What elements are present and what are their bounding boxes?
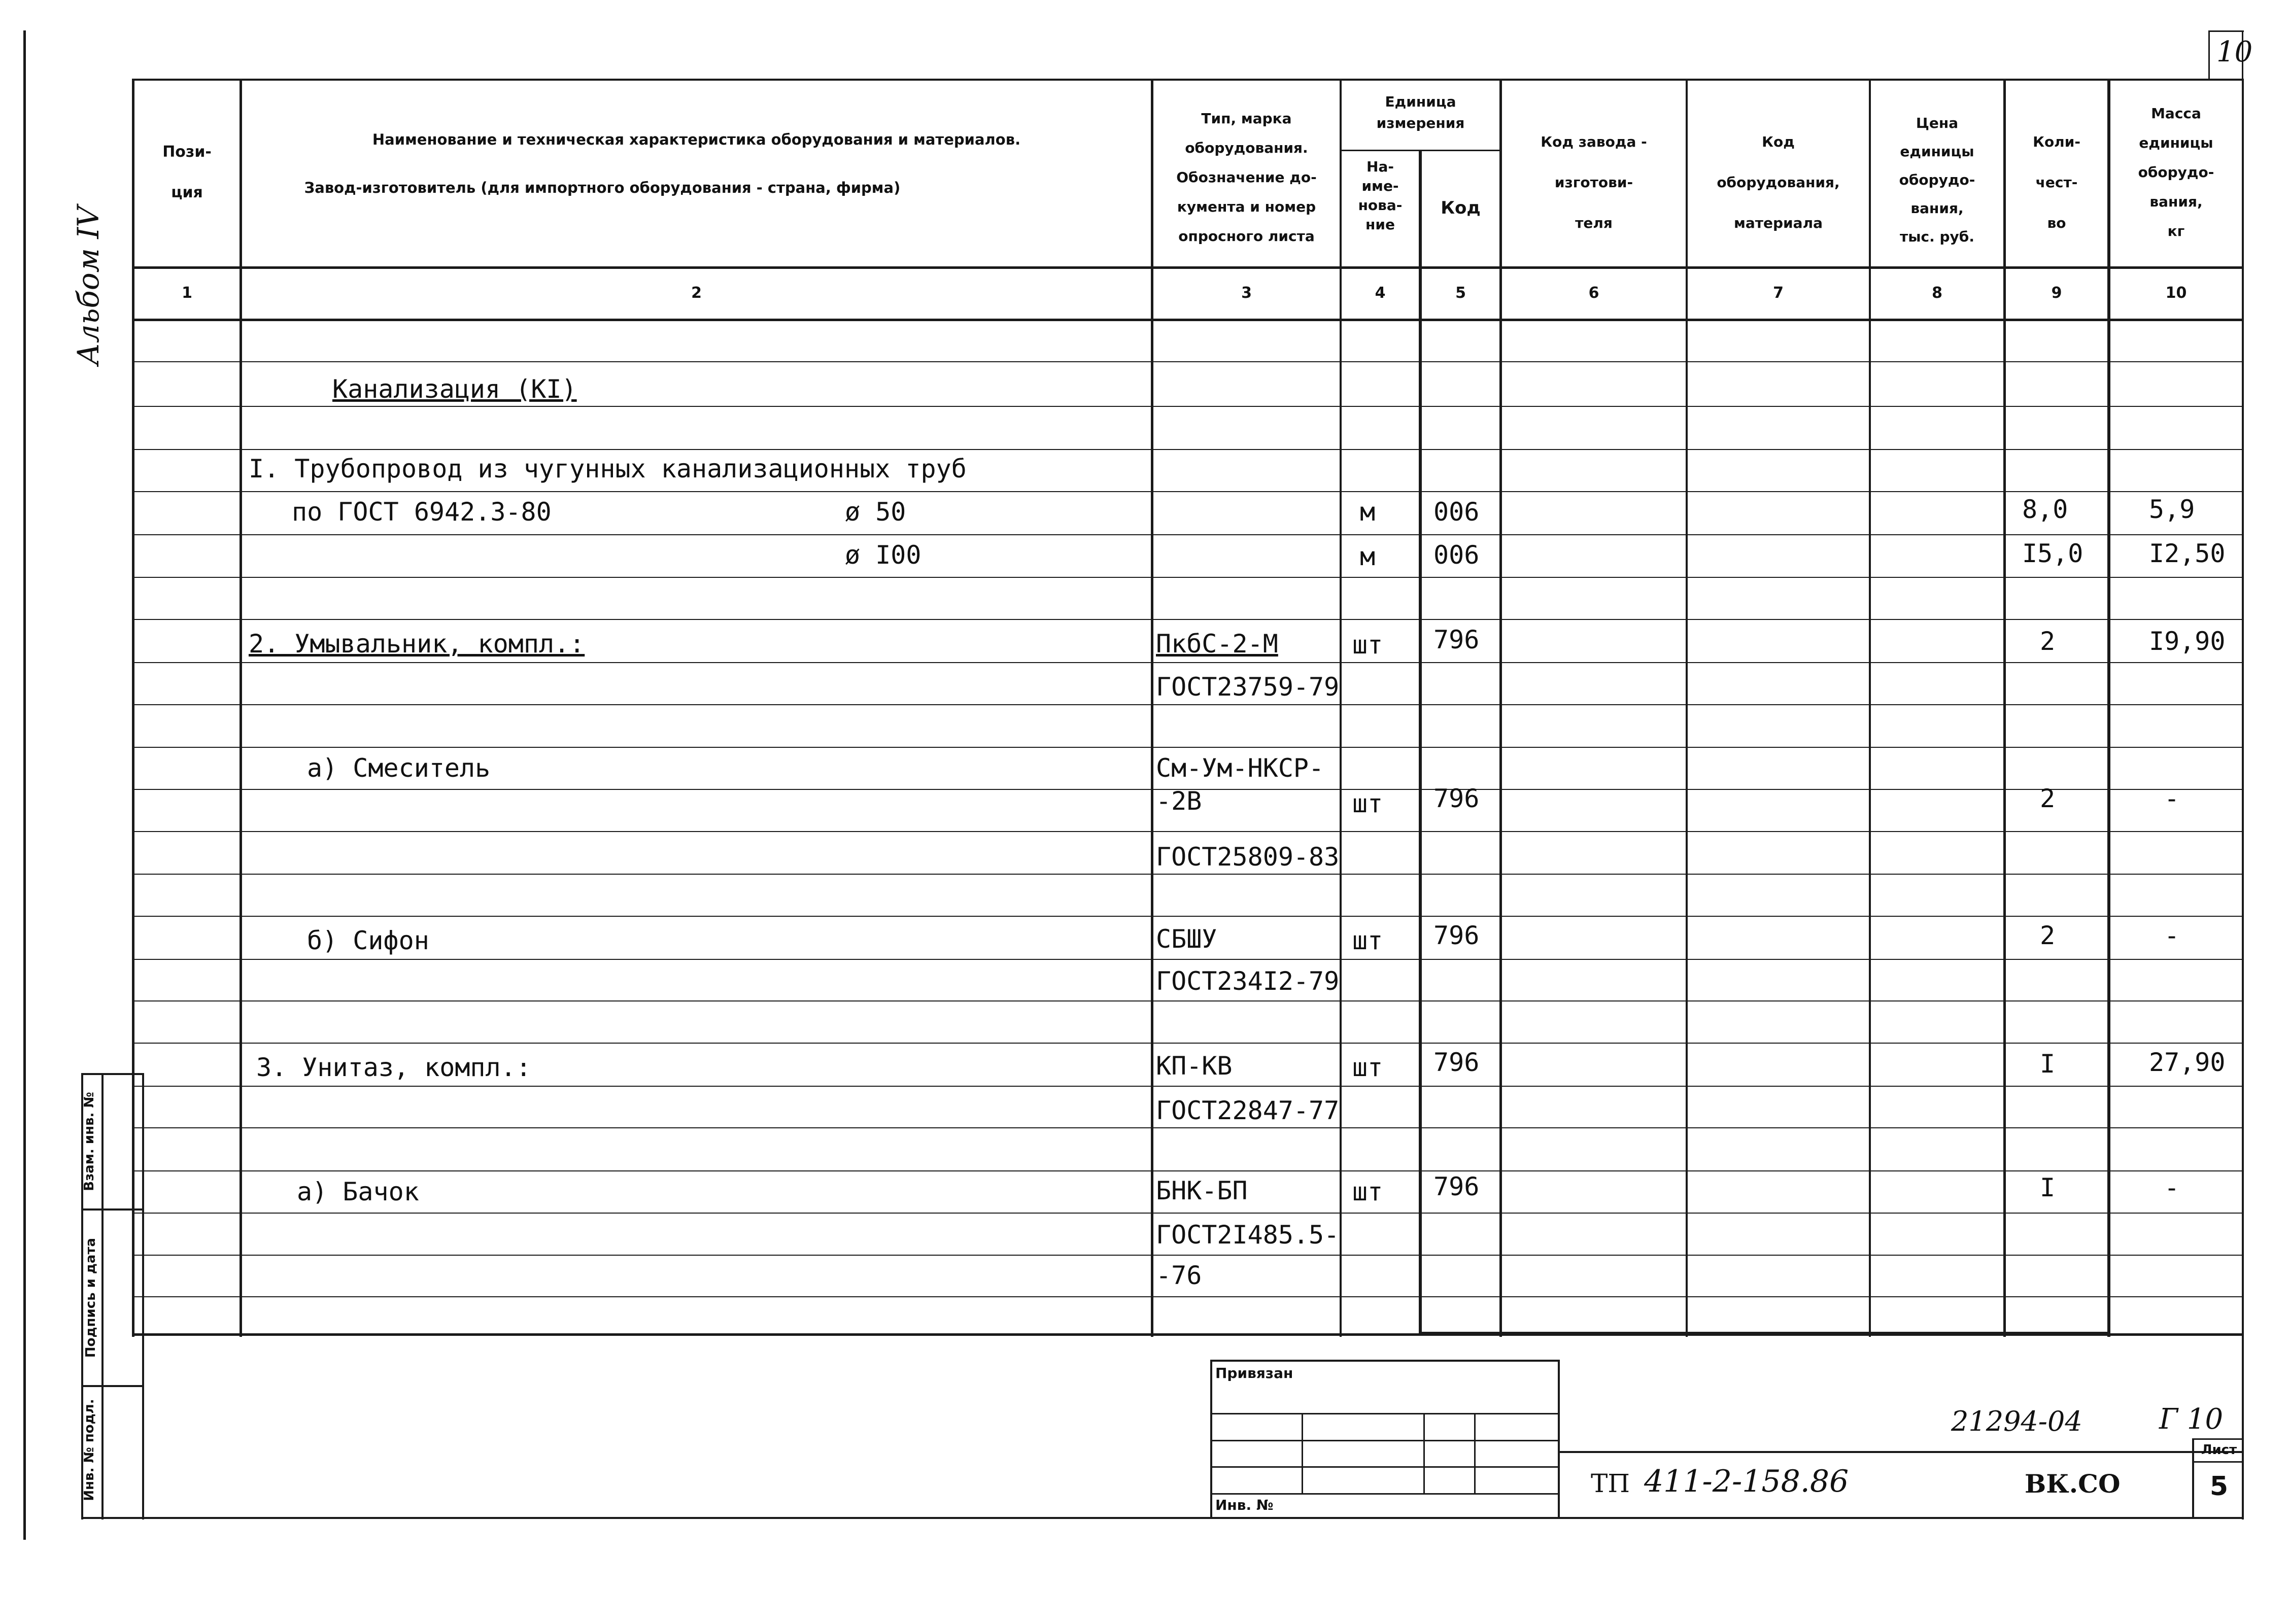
- priv-box-h3: [1210, 1466, 1560, 1468]
- row-line: [132, 704, 2243, 705]
- header-bottom-line: [132, 266, 2243, 269]
- row-line: [132, 449, 2243, 450]
- item-unit: шт: [1352, 1177, 1383, 1206]
- row-line: [132, 1170, 2243, 1171]
- sheet-cell-top: [2192, 1438, 2243, 1440]
- corner-page-number: 10: [2216, 36, 2253, 68]
- item-name: 2. Умывальник, компл.:: [249, 629, 585, 659]
- priv-box-h2: [1210, 1440, 1560, 1441]
- item-unit: м: [1360, 542, 1376, 571]
- header-unit-name: На- име- нова- ние: [1358, 158, 1403, 233]
- header-mass: Масса единицы оборудо- вания, кг: [2138, 105, 2214, 239]
- item-mass: -: [2164, 921, 2180, 950]
- item-type: КП-КВ: [1156, 1051, 1233, 1081]
- row-line: [132, 577, 2243, 578]
- item-mass: -: [2164, 1173, 2180, 1202]
- corner-box-top: [2208, 30, 2244, 32]
- item-unit: м: [1360, 497, 1376, 527]
- stamp-top: [81, 1073, 142, 1075]
- stamp-div-1: [81, 1208, 142, 1211]
- item-quantity: 2: [2040, 784, 2056, 813]
- row-line: [132, 1043, 2243, 1044]
- header-plant-code: Код завода - изготови- теля: [1541, 133, 1647, 231]
- item-unit: шт: [1352, 1053, 1383, 1082]
- item-name: б) Сифон: [307, 926, 429, 955]
- stamp-mid: [101, 1073, 104, 1519]
- item-diameter: ø 50: [845, 497, 906, 527]
- frame-bottom: [81, 1517, 2243, 1519]
- item-type: -2В: [1156, 786, 1202, 816]
- handwritten-code: 21294-04: [1951, 1405, 2082, 1437]
- frame-top: [132, 79, 2243, 81]
- header-unit-code: Код: [1441, 198, 1481, 218]
- frame-left: [23, 30, 26, 1540]
- item-quantity: 2: [2040, 921, 2056, 950]
- row-line: [132, 1127, 2243, 1128]
- column-number: 10: [2165, 284, 2187, 302]
- item-type: ГОСТ2I485.5-: [1156, 1220, 1340, 1250]
- item-type: ГОСТ22847-77: [1156, 1096, 1340, 1125]
- item-unit-code: 796: [1433, 1172, 1480, 1201]
- item-type: -76: [1156, 1261, 1202, 1290]
- header-name-line1: Наименование и техническая характеристика оборудования и материалов.: [372, 131, 1021, 148]
- priv-box-title: Привязан: [1215, 1365, 1293, 1381]
- vline-4: [1419, 150, 1422, 1334]
- doc-code: ВК.СО: [2025, 1469, 2121, 1499]
- sheet-label: Лист: [2201, 1442, 2237, 1458]
- row-line: [132, 361, 2243, 362]
- item-name: а) Бачок: [297, 1177, 419, 1206]
- column-number: 8: [1932, 284, 1942, 302]
- header-unit-group: Единица измерения: [1376, 93, 1465, 131]
- row-line: [132, 1296, 2243, 1297]
- item-type: ГОСТ23759-79: [1156, 672, 1340, 702]
- row-line: [132, 1255, 2243, 1256]
- row-line: [132, 406, 2243, 407]
- column-number: 2: [691, 284, 702, 302]
- item-mass: 27,90: [2149, 1048, 2226, 1077]
- handwritten-sheet-ref: Г 10: [2159, 1403, 2224, 1436]
- column-number: 4: [1375, 284, 1386, 302]
- item-unit-code: 006: [1433, 540, 1480, 570]
- column-number: 5: [1455, 284, 1466, 302]
- priv-box-v3: [1474, 1413, 1476, 1493]
- item-quantity: I: [2040, 1049, 2056, 1079]
- stamp-replacement-inv: Взам. инв. №: [82, 1092, 97, 1191]
- stamp-signature-date: Подпись и дата: [83, 1237, 98, 1358]
- item-type: ГОСТ234I2-79: [1156, 966, 1340, 996]
- item-name: 3. Унитаз, компл.:: [256, 1053, 531, 1082]
- row-line: [132, 534, 2243, 535]
- row-line: [132, 1213, 2243, 1214]
- row-line: [132, 662, 2243, 663]
- item-quantity: 2: [2040, 627, 2056, 656]
- section-title: Канализация (КI): [332, 374, 577, 404]
- item-unit-code: 796: [1433, 784, 1480, 813]
- stamp-div-2: [81, 1385, 142, 1387]
- unit-group-divider: [1340, 150, 1502, 151]
- priv-box-top: [1210, 1360, 1560, 1362]
- frame-right: [2242, 79, 2244, 1519]
- row-line: [132, 1000, 2243, 1001]
- row-line: [132, 959, 2243, 960]
- sheet-cell-div: [2192, 1461, 2243, 1463]
- priv-box-v1: [1302, 1413, 1303, 1493]
- header-position: Пози- ция: [162, 143, 212, 201]
- row-line: [132, 491, 2243, 492]
- item-mass: I2,50: [2149, 539, 2226, 568]
- column-number: 7: [1773, 284, 1784, 302]
- item-name: а) Смеситель: [307, 753, 491, 783]
- header-equipment-code: Код оборудования, материала: [1717, 133, 1840, 231]
- item-unit: шт: [1352, 630, 1383, 660]
- priv-box-h4: [1210, 1493, 1560, 1495]
- item-type: СБШУ: [1156, 924, 1217, 954]
- sheet-cell-left: [2192, 1438, 2194, 1518]
- header-name-line2: Завод-изготовитель (для импортного оборудования - страна, фирма): [304, 179, 901, 196]
- title-block-line: [1558, 1451, 2243, 1453]
- item-mass: 5,9: [2149, 495, 2195, 524]
- item-type: ПкбС-2-М: [1156, 629, 1278, 659]
- item-unit-code: 796: [1433, 625, 1480, 654]
- header-price: Цена единицы оборудо- вания, тыс. руб.: [1899, 115, 1975, 245]
- item-unit: шт: [1352, 789, 1383, 818]
- item-type: См-Ум-НКСР-: [1156, 753, 1324, 783]
- item-quantity: I5,0: [2022, 539, 2083, 568]
- data-bottom-segment: [1419, 1332, 2110, 1335]
- priv-box-inv: Инв. №: [1215, 1497, 1274, 1513]
- corner-box-left: [2208, 30, 2210, 80]
- header-type: Тип, марка оборудования. Обозначение до- кумента и номер опросного листа: [1176, 110, 1317, 245]
- column-number: 9: [2051, 284, 2062, 302]
- item-name: по ГОСТ 6942.3-80: [292, 497, 552, 527]
- header-quantity: Коли- чест- во: [2033, 133, 2080, 231]
- item-unit-code: 796: [1433, 921, 1480, 950]
- item-type: ГОСТ25809-83: [1156, 842, 1340, 872]
- item-mass: I9,90: [2149, 627, 2226, 656]
- item-diameter: ø I00: [845, 540, 921, 570]
- priv-box-h1: [1210, 1413, 1560, 1414]
- row-line: [132, 1086, 2243, 1087]
- item-type: БНК-БП: [1156, 1176, 1248, 1205]
- row-line: [132, 916, 2243, 917]
- doc-number: 411-2-158.86: [1644, 1464, 1849, 1499]
- sheet-number: 5: [2209, 1471, 2229, 1502]
- row-line: [132, 874, 2243, 875]
- column-number: 1: [182, 284, 192, 302]
- item-name: I. Трубопровод из чугунных канализационных труб: [249, 454, 967, 483]
- stamp-right: [142, 1073, 144, 1519]
- item-unit: шт: [1352, 926, 1383, 955]
- item-unit-code: 006: [1433, 497, 1480, 527]
- row-line: [132, 747, 2243, 748]
- column-number: 6: [1588, 284, 1599, 302]
- row-line: [132, 619, 2243, 620]
- item-quantity: 8,0: [2022, 495, 2068, 524]
- row-line: [132, 831, 2243, 832]
- item-mass: -: [2164, 784, 2180, 813]
- item-unit-code: 796: [1433, 1048, 1480, 1077]
- album-label: Альбом IV: [71, 205, 106, 365]
- column-number: 3: [1241, 284, 1252, 302]
- colnum-bottom-line: [132, 319, 2243, 321]
- item-quantity: I: [2040, 1173, 2056, 1202]
- priv-box-v2: [1423, 1413, 1425, 1493]
- stamp-original-inv: Инв. № подл.: [82, 1399, 97, 1501]
- doc-prefix: ТП: [1591, 1469, 1630, 1498]
